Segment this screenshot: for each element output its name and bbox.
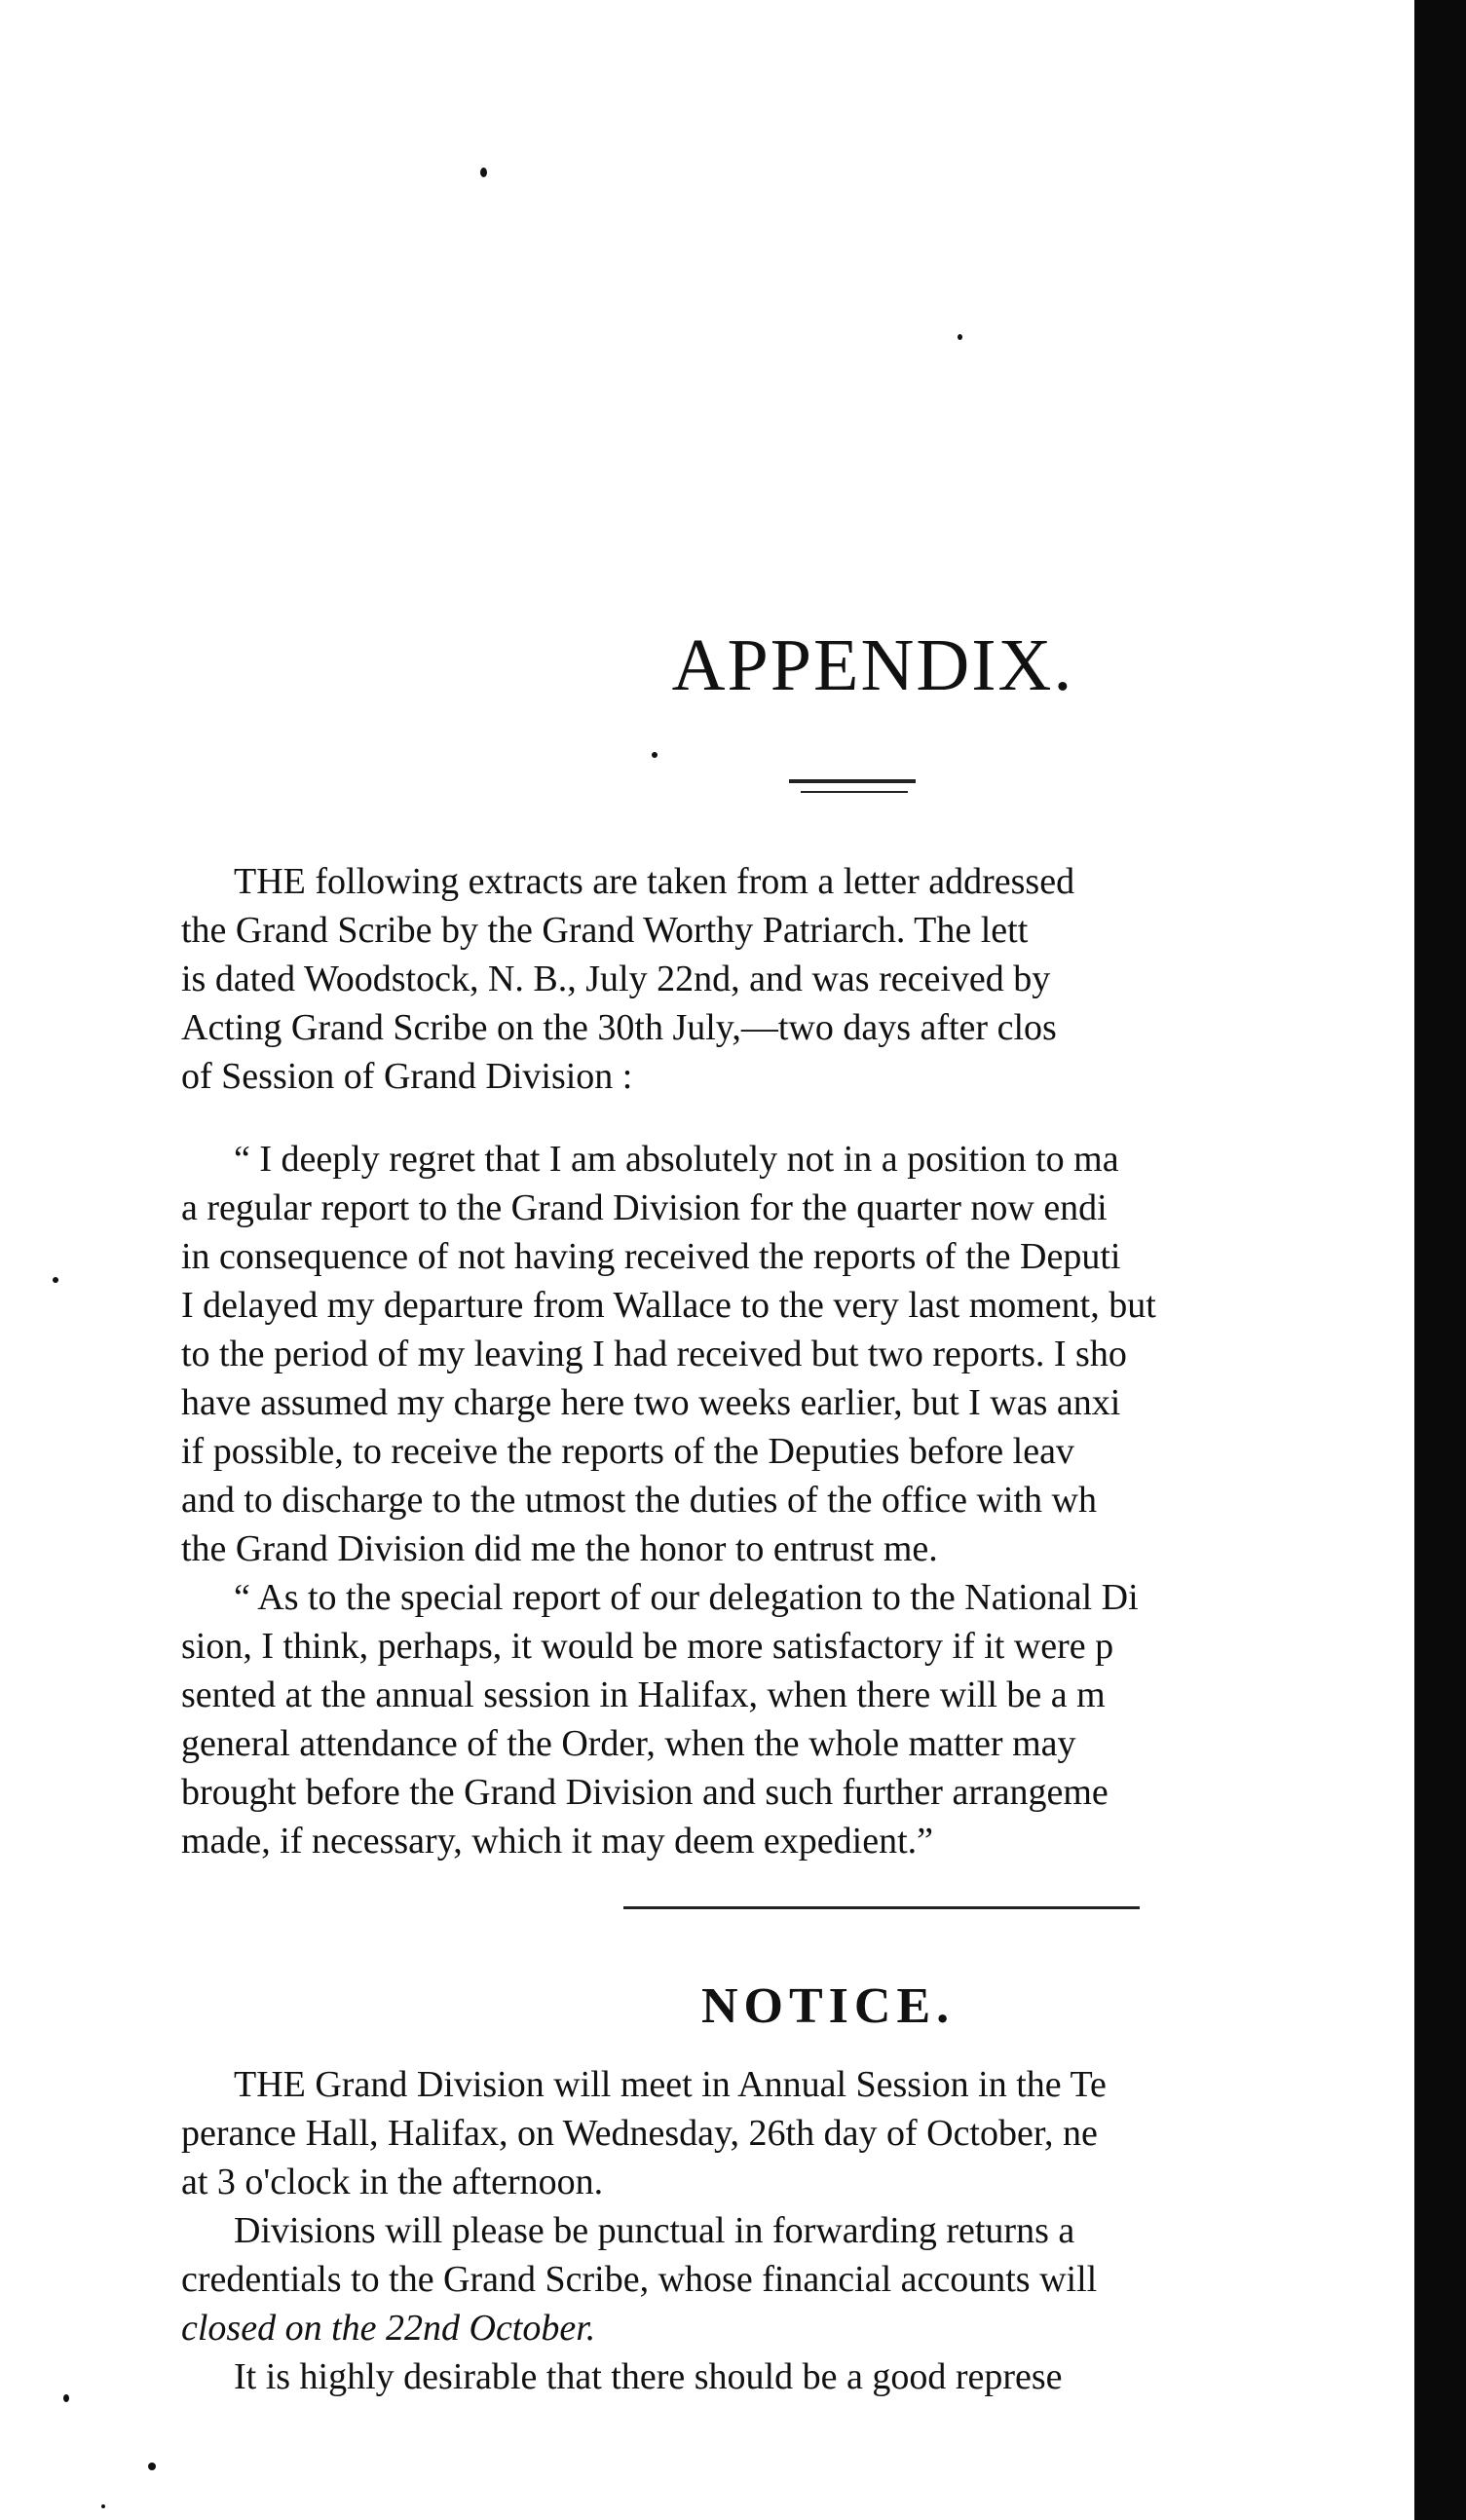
scan-edge-bar [1414, 0, 1466, 2520]
text-line: closed on the 22nd October. [181, 2308, 596, 2349]
appendix-heading: APPENDIX. [671, 624, 1074, 706]
section-divider [623, 1906, 1140, 1909]
text-line: at 3 o'clock in the afternoon. [181, 2162, 604, 2202]
text-line: “ I deeply regret that I am absolutely not in a position to ma [234, 1139, 1119, 1180]
text-line: made, if necessary, which it may deem expedient.” [181, 1821, 934, 1862]
text-line: if possible, to receive the reports of the Deputies before leav [181, 1431, 1074, 1472]
text-line: Acting Grand Scribe on the 30th July,—two days after clos [181, 1007, 1057, 1048]
ink-speck [480, 168, 487, 177]
text-line: THE Grand Division will meet in Annual Session in the Te [234, 2064, 1107, 2105]
ink-speck [652, 752, 658, 758]
text-line: a regular report to the Grand Division for the quarter now endi [181, 1187, 1108, 1228]
text-line: have assumed my charge here two weeks earlier, but I was anxi [181, 1382, 1121, 1423]
ink-speck [148, 2463, 156, 2470]
text-line: to the period of my leaving I had received but two reports. I sho [181, 1334, 1127, 1374]
text-line: sion, I think, perhaps, it would be more satisfactory if it were p [181, 1626, 1114, 1667]
notice-paragraphs [181, 2060, 1414, 2401]
text-line: sented at the annual session in Halifax, when there will be a m [181, 1674, 1106, 1715]
text-line: is dated Woodstock, N. B., July 22nd, and was received by [181, 959, 1051, 999]
ink-speck [63, 2394, 69, 2402]
ornamental-rule [801, 791, 908, 793]
ink-speck [53, 1277, 58, 1283]
text-line: the Grand Division did me the honor to entrust me. [181, 1528, 938, 1569]
text-line: brought before the Grand Division and such further arrangeme [181, 1772, 1109, 1813]
text-line: perance Hall, Halifax, on Wednesday, 26th day of October, ne [181, 2113, 1098, 2154]
text-line: Divisions will please be punctual in forwarding returns a [234, 2210, 1075, 2251]
text-line: general attendance of the Order, when the whole matter may [181, 1723, 1076, 1764]
text-line: “ As to the special report of our delegation to the National Di [234, 1577, 1139, 1618]
text-line: of Session of Grand Division : [181, 1056, 633, 1097]
text-line: and to discharge to the utmost the duties of the office with wh [181, 1480, 1097, 1521]
ink-speck [958, 334, 962, 340]
quoted-letter [181, 1135, 1414, 1865]
text-line: It is highly desirable that there should be a good represe [234, 2356, 1063, 2397]
text-line: the Grand Scribe by the Grand Worthy Patriarch. The lett [181, 910, 1029, 951]
text-line: in consequence of not having received the reports of the Deputi [181, 1236, 1121, 1277]
appendix-intro-paragraph [181, 857, 1414, 1101]
text-line: THE following extracts are taken from a letter addressed [234, 861, 1075, 902]
text-line: I delayed my departure from Wallace to the very last moment, but [181, 1285, 1156, 1326]
text-line: credentials to the Grand Scribe, whose financial accounts will [181, 2259, 1098, 2300]
notice-heading: NOTICE. [701, 1978, 956, 2034]
ornamental-rule [789, 779, 916, 783]
ink-speck [101, 2504, 105, 2508]
